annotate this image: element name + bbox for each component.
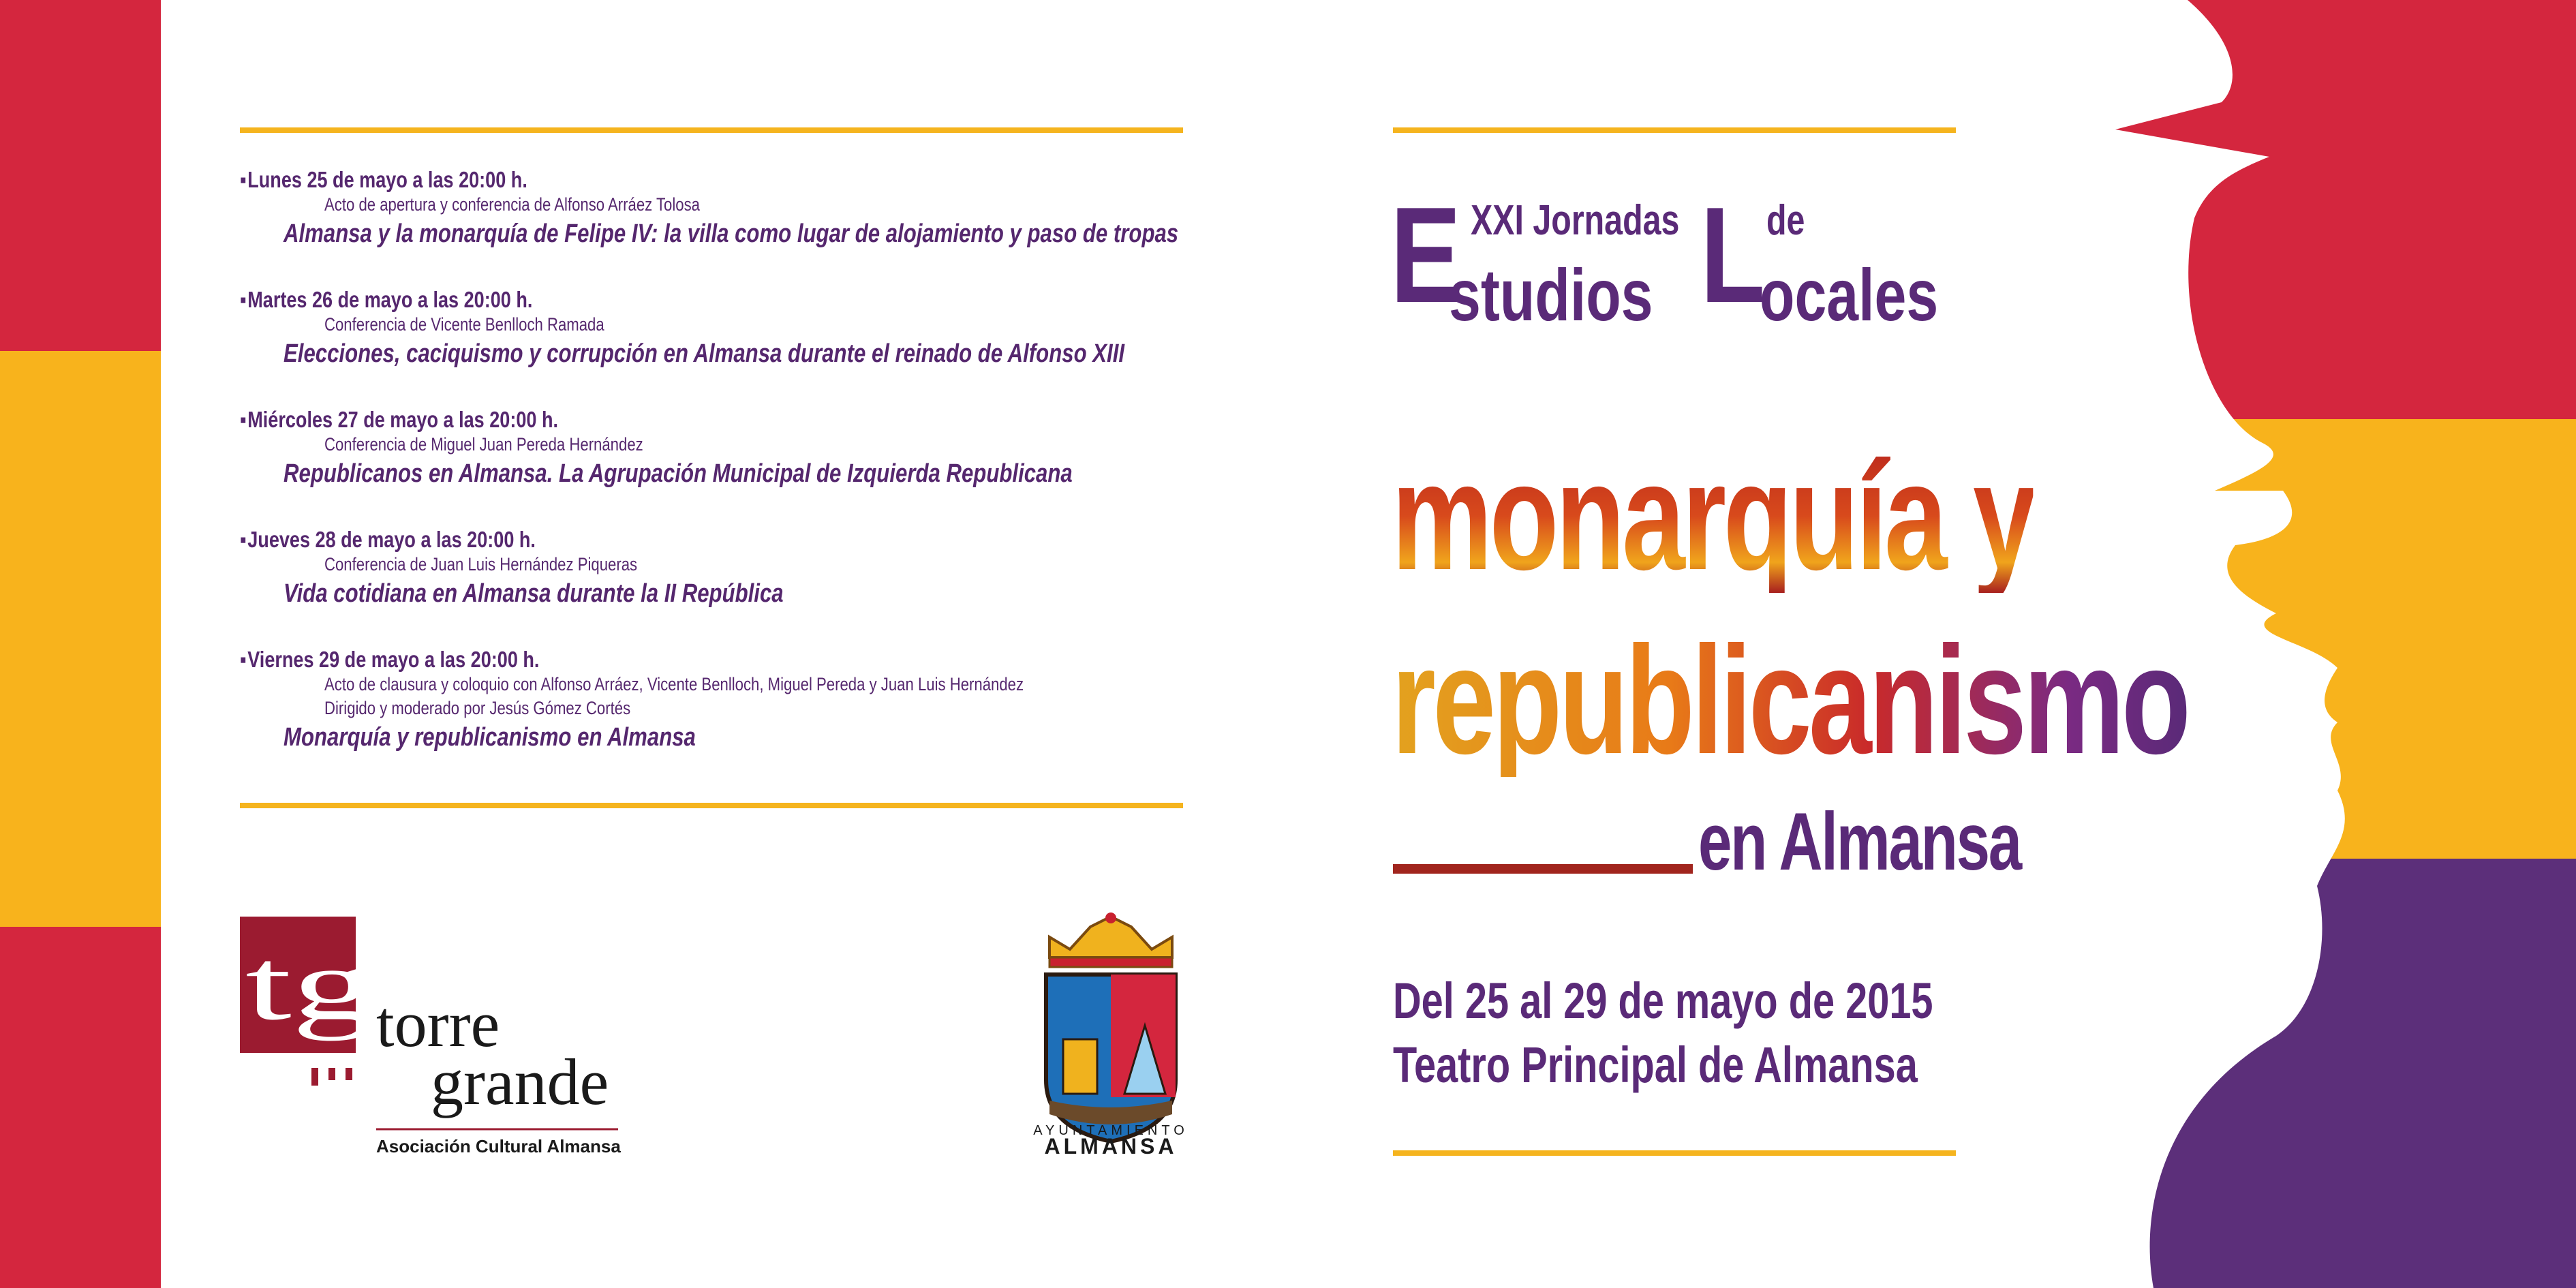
schedule-day: ▪ Lunes 25 de mayo a las 20:00 h. — [240, 167, 1011, 193]
almansa-label: ALMANSA — [1044, 1134, 1178, 1155]
tg-logo-mark: tg — [245, 928, 375, 1041]
almansa-coat-of-arms — [1022, 910, 1199, 1155]
schedule-speaker: Conferencia de Juan Luis Hernández Piqueras — [324, 554, 638, 574]
schedule-talk-title: Vida cotidiana en Almansa durante la II República — [283, 579, 784, 609]
schedule-day: ▪ Martes 26 de mayo a las 20:00 h. — [240, 287, 1011, 313]
schedule-speaker: Conferencia de Vicente Benlloch Ramada — [324, 314, 604, 335]
torre-grande-logo — [240, 917, 635, 1162]
title-underline — [1393, 864, 1693, 874]
heading-cap-e: E — [1390, 179, 1462, 331]
event-venue: Teatro Principal de Almansa — [1393, 1037, 1918, 1093]
schedule-talk-title: Elecciones, caciquismo y corrupción en Almansa durante el reinado de Alfonso XIII — [283, 339, 1125, 369]
schedule-item-1 — [240, 167, 1180, 251]
heading-line-2b: ocales — [1760, 254, 1939, 336]
heading-line-1b: de — [1766, 197, 1805, 244]
schedule-talk-title: Monarquía y republicanismo en Almansa — [283, 723, 696, 752]
schedule-item-5 — [240, 647, 1180, 755]
schedule-day: ▪ Viernes 29 de mayo a las 20:00 h. — [240, 647, 1011, 673]
flag-red-bottom — [0, 927, 161, 1288]
tg-logo-name-1: torre — [376, 987, 500, 1060]
schedule-moderator: Dirigido y moderado por Jesús Gómez Cortés — [324, 698, 631, 719]
tg-logo-name-2: grande — [431, 1045, 609, 1118]
schedule-day: ▪ Jueves 28 de mayo a las 20:00 h. — [240, 527, 1011, 553]
tg-logo-subtitle: Asociación Cultural Almansa — [376, 1136, 621, 1156]
schedule-bottom-rule — [240, 803, 1183, 808]
event-series-heading — [1390, 179, 1976, 341]
event-dates: Del 25 al 29 de mayo de 2015 — [1393, 972, 1933, 1029]
heading-line-2a: studios — [1449, 254, 1653, 336]
schedule-talk-title: Almansa y la monarquía de Felipe IV: la villa como lugar de alojamiento y paso de tropas — [283, 219, 1179, 249]
schedule-top-rule — [240, 127, 1183, 133]
heading-line-1: XXI Jornadas — [1471, 197, 1680, 244]
flag-gold — [0, 351, 161, 927]
title-top-rule — [1393, 127, 1956, 133]
schedule-speaker: Conferencia de Miguel Juan Pereda Hernández — [324, 434, 643, 455]
right-flag-red — [2113, 0, 2576, 419]
ayuntamiento-label: AYUNTAMIENTO — [1033, 1123, 1189, 1138]
schedule-day: ▪ Miércoles 27 de mayo a las 20:00 h. — [240, 407, 1011, 433]
schedule-item-2 — [240, 287, 1180, 371]
schedule-speaker: Acto de apertura y conferencia de Alfonso Arráez Tolosa — [324, 194, 700, 215]
title-line-1: monarquía y — [1392, 430, 2034, 602]
footer-rule — [1393, 1150, 1956, 1156]
title-line-3: en Almansa — [1698, 796, 2021, 887]
title-line-2: republicanismo — [1392, 614, 2188, 786]
schedule-speaker: Acto de clausura y coloquio con Alfonso Arráez, Vicente Benlloch, Miguel Pereda y Juan Luis Hernández — [324, 674, 1024, 694]
heading-cap-l: L — [1700, 179, 1766, 331]
schedule-talk-title: Republicanos en Almansa. La Agrupación Municipal de Izquierda Republicana — [283, 459, 1073, 489]
schedule-item-4 — [240, 527, 1180, 611]
left-flag-strip — [0, 0, 161, 1288]
right-flag-purple — [2113, 859, 2576, 1288]
flag-red-top — [0, 0, 161, 351]
schedule-item-3 — [240, 407, 1180, 491]
